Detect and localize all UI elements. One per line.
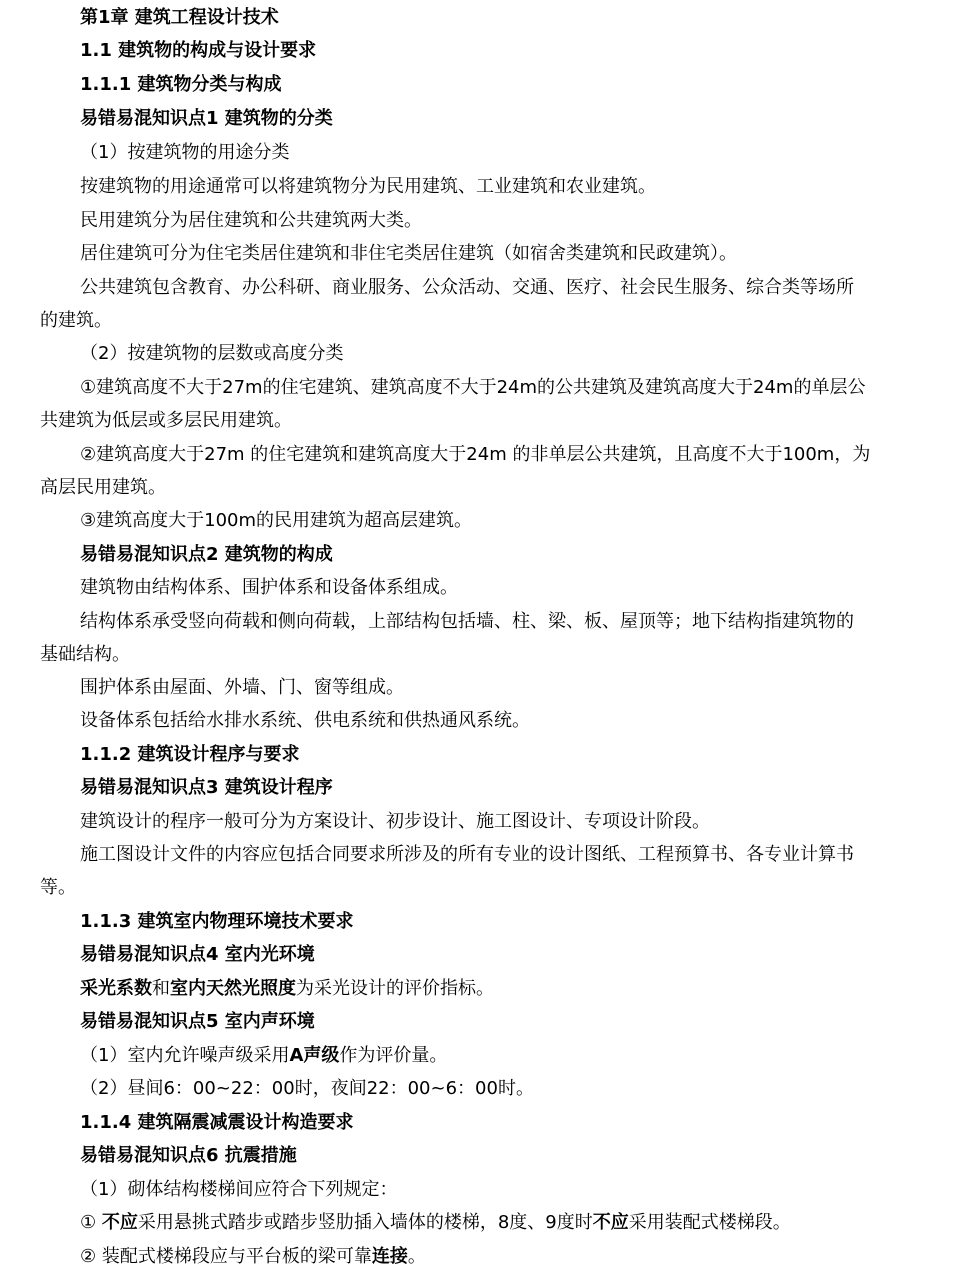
emphasis: 采光系数 — [80, 978, 152, 999]
subheading: （1）砌体结构楼梯间应符合下列规定： — [80, 1179, 398, 1200]
text-run: 。 — [407, 1246, 426, 1267]
knowledge-point-title: 易错易混知识点4 室内光环境 — [80, 944, 315, 965]
paragraph: 建筑设计的程序一般可分为方案设计、初步设计、施工图设计、专项设计阶段。 — [80, 811, 710, 832]
list-item-continuation: 共建筑为低层或多层民用建筑。 — [40, 410, 292, 431]
text-run: 为采光设计的评价指标。 — [296, 978, 494, 999]
subheading: （1）按建筑物的用途分类 — [80, 142, 290, 163]
paragraph: 建筑物由结构体系、围护体系和设备体系组成。 — [80, 577, 458, 598]
list-item: （2）昼间6：00~22：00时，夜间22：00~6：00时。 — [80, 1078, 534, 1099]
paragraph: 施工图设计文件的内容应包括合同要求所涉及的所有专业的设计图纸、工程预算书、各专业计算书 — [80, 844, 854, 865]
text-run: 和 — [152, 978, 170, 999]
knowledge-point-title: 易错易混知识点5 室内声环境 — [80, 1011, 315, 1032]
list-item — [80, 1245, 426, 1269]
knowledge-point-title: 易错易混知识点1 建筑物的分类 — [80, 108, 333, 129]
paragraph-continuation: 基础结构。 — [40, 644, 130, 665]
subheading: （2）按建筑物的层数或高度分类 — [80, 343, 344, 364]
paragraph: 公共建筑包含教育、办公科研、商业服务、公众活动、交通、医疗、社会民生服务、综合类等场所 — [80, 277, 854, 298]
paragraph: 居住建筑可分为住宅类居住建筑和非住宅类居住建筑（如宿舍类建筑和民政建筑）。 — [80, 243, 737, 264]
paragraph-continuation: 等。 — [40, 877, 76, 898]
knowledge-point-title: 易错易混知识点2 建筑物的构成 — [80, 544, 333, 565]
text-run: ② 装配式楼梯段应与平台板的梁可靠 — [80, 1246, 372, 1267]
knowledge-point-title: 易错易混知识点3 建筑设计程序 — [80, 777, 333, 798]
section-heading: 1.1 建筑物的构成与设计要求 — [80, 40, 317, 61]
paragraph: 围护体系由屋面、外墙、门、窗等组成。 — [80, 677, 404, 698]
paragraph: 结构体系承受竖向荷载和侧向荷载，上部结构包括墙、柱、梁、板、屋顶等；地下结构指建筑物的 — [80, 611, 854, 632]
emphasis: A声级 — [289, 1045, 340, 1066]
knowledge-point-title: 易错易混知识点6 抗震措施 — [80, 1145, 297, 1166]
list-item: ②建筑高度大于27m 的住宅建筑和建筑高度大于24m 的非单层公共建筑，且高度不大于100m，为 — [80, 444, 871, 465]
subsection-heading: 1.1.3 建筑室内物理环境技术要求 — [80, 911, 354, 932]
text-run: 采用装配式楼梯段。 — [628, 1212, 791, 1233]
list-item: ①建筑高度不大于27m的住宅建筑、建筑高度不大于24m的公共建筑及建筑高度大于24m的单层公 — [80, 377, 866, 398]
text-run: 采用悬挑式踏步或踏步竖肋插入墙体的楼梯，8度、9度时 — [137, 1212, 593, 1233]
list-item — [80, 1211, 791, 1235]
emphasis: 室内天然光照度 — [170, 978, 296, 999]
emphasis: 不应 — [101, 1212, 138, 1233]
paragraph: 按建筑物的用途通常可以将建筑物分为民用建筑、工业建筑和农业建筑。 — [80, 176, 656, 197]
paragraph: 民用建筑分为居住建筑和公共建筑两大类。 — [80, 210, 422, 231]
subsection-heading: 1.1.4 建筑隔震减震设计构造要求 — [80, 1112, 354, 1133]
text-run: （1）室内允许噪声级采用 — [80, 1045, 290, 1066]
list-item-continuation: 高层民用建筑。 — [40, 477, 166, 498]
subsection-heading: 1.1.2 建筑设计程序与要求 — [80, 744, 300, 765]
text-run: ① — [80, 1212, 102, 1233]
paragraph: 设备体系包括给水排水系统、供电系统和供热通风系统。 — [80, 710, 530, 731]
emphasis: 连接 — [371, 1246, 408, 1267]
text-run: 作为评价量。 — [339, 1045, 448, 1066]
subsection-heading: 1.1.1 建筑物分类与构成 — [80, 74, 282, 95]
list-item: ③建筑高度大于100m的民用建筑为超高层建筑。 — [80, 510, 473, 531]
list-item — [80, 1044, 447, 1068]
paragraph — [80, 977, 494, 1001]
paragraph-continuation: 的建筑。 — [40, 310, 112, 331]
chapter-title: 第1章 建筑工程设计技术 — [80, 7, 279, 28]
emphasis: 不应 — [592, 1212, 629, 1233]
